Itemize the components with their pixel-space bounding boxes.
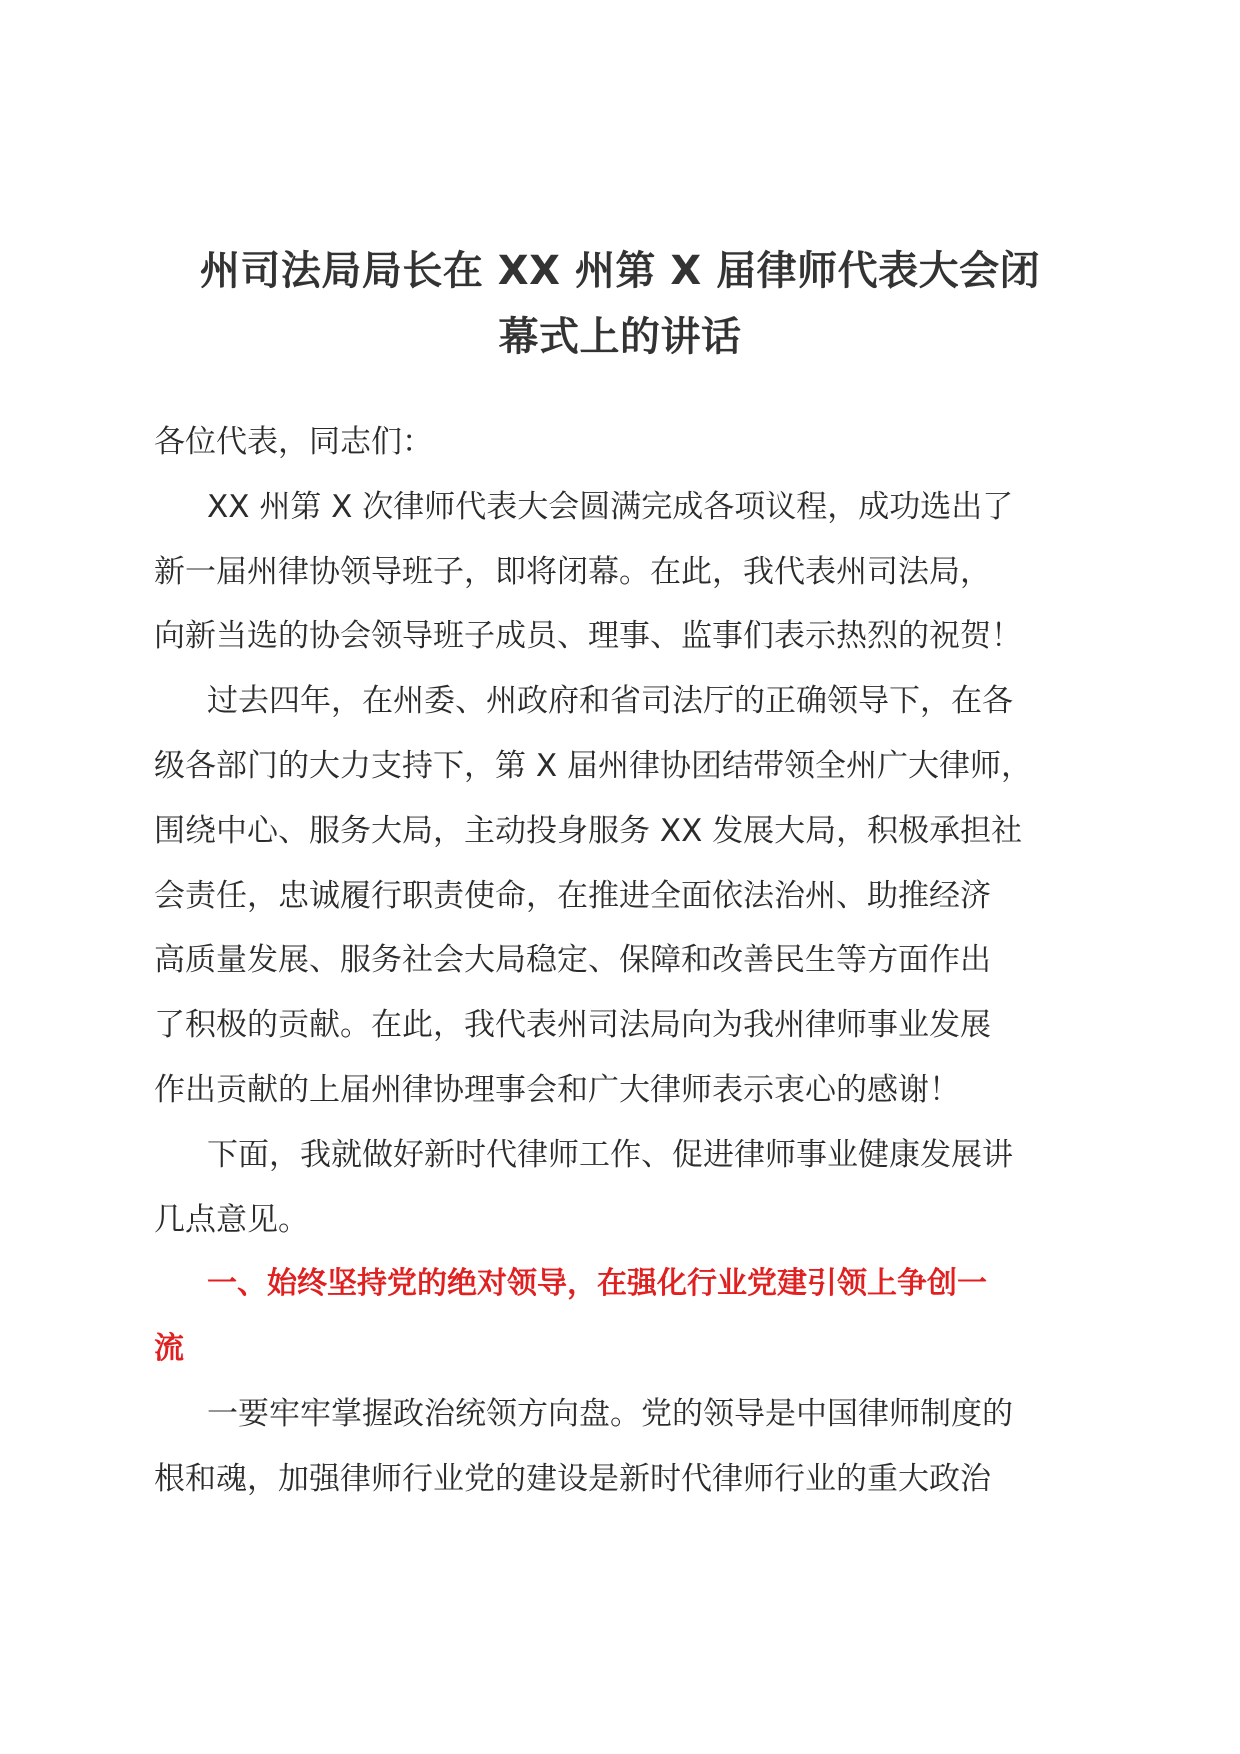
text-line: 过去四年，在州委、州政府和省司法厅的正确领导下，在各 (207, 683, 1013, 720)
document-body (154, 410, 1086, 1512)
text-line: 会责任，忠诚履行职责使命，在推进全面依法治州、助推经济 (154, 877, 991, 914)
title-line: 州司法局局长在 XX 州第 X 届律师代表大会闭 (199, 248, 1041, 294)
text-line: 几点意见。 (154, 1201, 309, 1238)
paragraph-opening (154, 475, 1086, 669)
text-line: 根和魂，加强律师行业党的建设是新时代律师行业的重大政治 (154, 1460, 991, 1497)
paragraph-review (154, 669, 1086, 1123)
section-heading (154, 1252, 1086, 1382)
salutation: 各位代表，同志们： (154, 424, 433, 460)
text-line: 了积极的贡献。在此，我代表州司法局向为我州律师事业发展 (154, 1007, 991, 1044)
text-line: 围绕中心、服务大局，主动投身服务 XX 发展大局，积极承担社 (154, 812, 1023, 849)
text-line: 下面，我就做好新时代律师工作、促进律师事业健康发展讲 (207, 1136, 1013, 1173)
title-line: 幕式上的讲话 (498, 314, 742, 360)
text-line: 高质量发展、服务社会大局稳定、保障和改善民生等方面作出 (154, 942, 991, 979)
text-line: XX 州第 X 次律师代表大会圆满完成各项议程，成功选出了 (207, 488, 1014, 525)
heading-line: 流 (154, 1331, 184, 1367)
text-line: 一要牢牢掌握政治统领方向盘。党的领导是中国律师制度的 (207, 1395, 1013, 1432)
heading-line: 一、始终坚持党的绝对领导，在强化行业党建引领上争创一 (207, 1266, 987, 1302)
text-line: 新一届州律协领导班子，即将闭幕。在此，我代表州司法局， (154, 553, 991, 590)
document-content (154, 238, 1086, 1512)
document-title (154, 238, 1086, 370)
text-line: 向新当选的协会领导班子成员、理事、监事们表示热烈的祝贺！ (154, 618, 1022, 655)
text-line: 作出贡献的上届州律协理事会和广大律师表示衷心的感谢！ (154, 1071, 960, 1108)
text-line: 级各部门的大力支持下，第 X 届州律协团结带领全州广大律师， (154, 747, 1032, 784)
paragraph-intro (154, 1123, 1086, 1253)
paragraph-section-one (154, 1382, 1086, 1512)
